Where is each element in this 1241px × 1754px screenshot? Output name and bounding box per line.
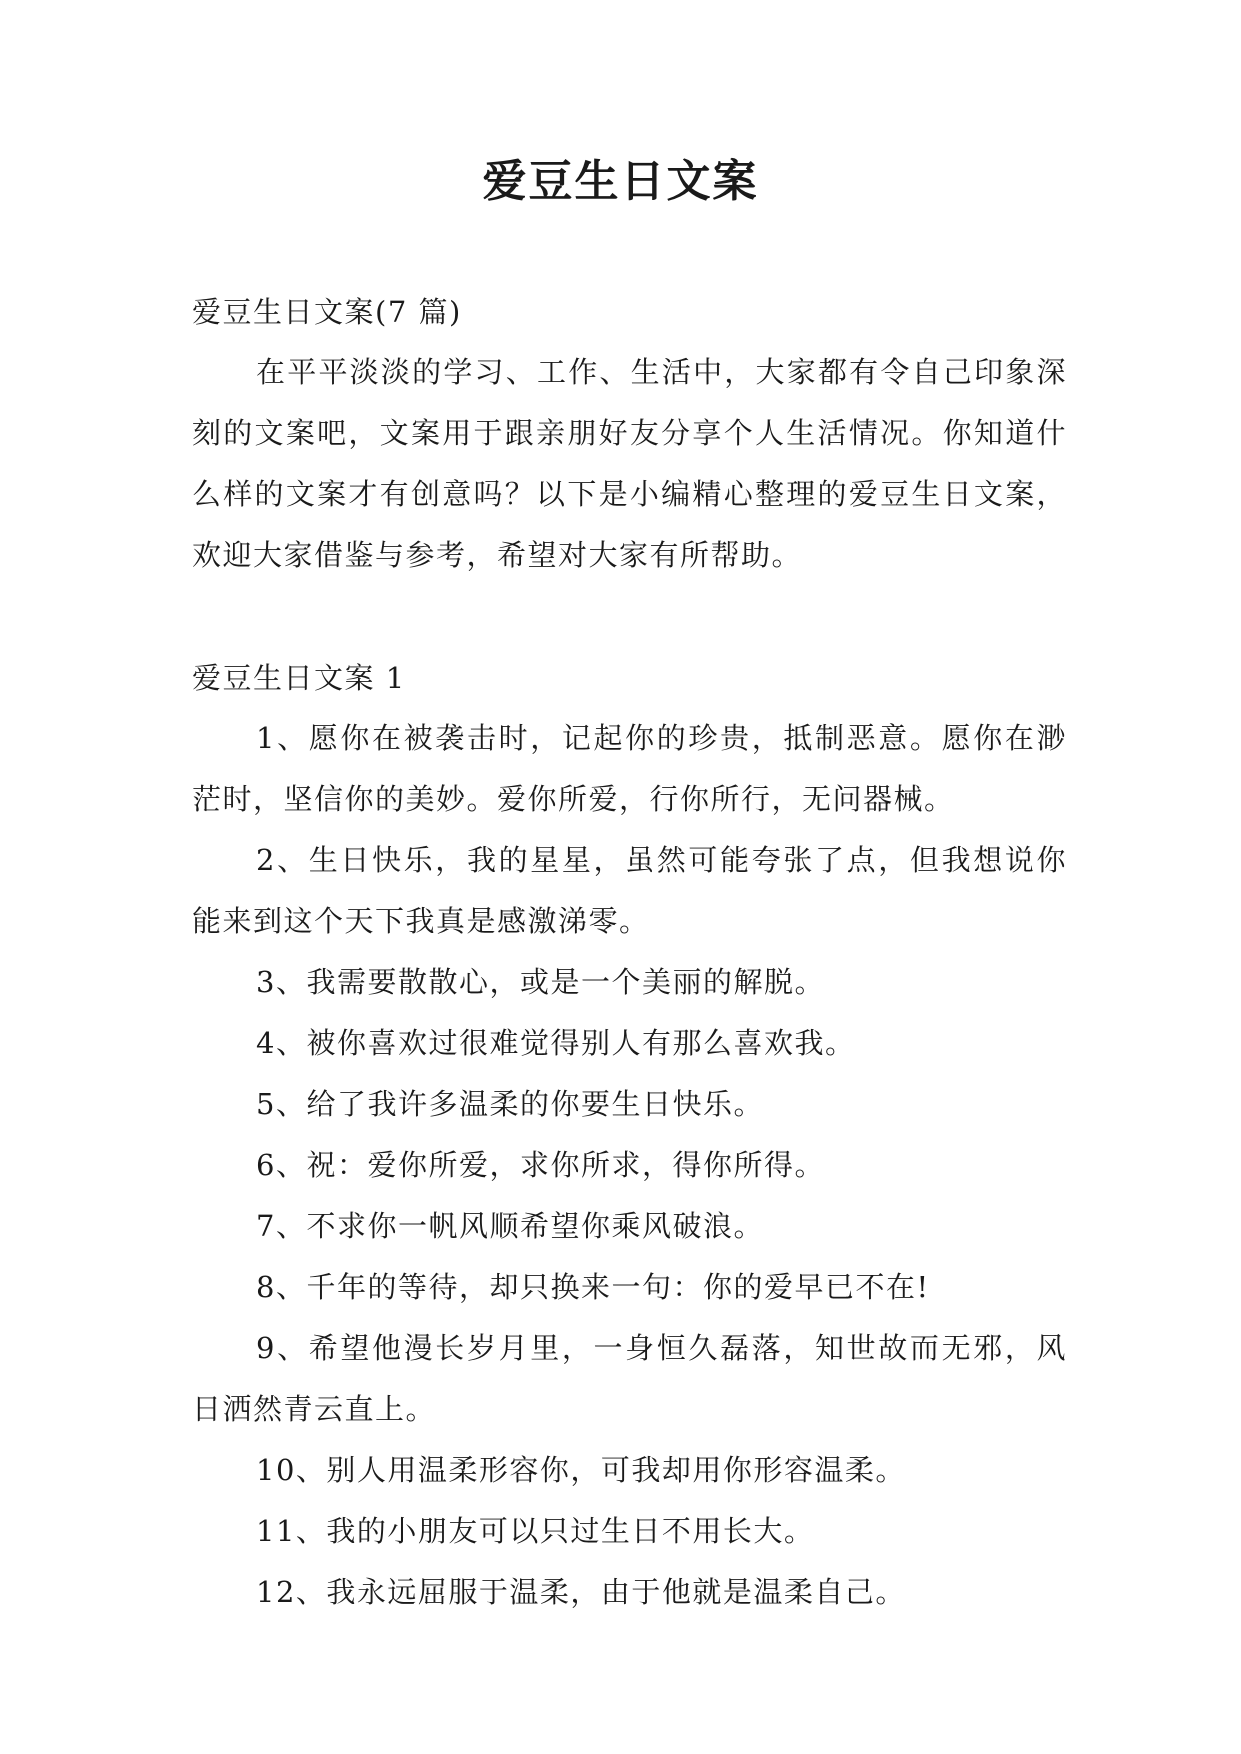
list-item: 10、别人用温柔形容你，可我却用你形容温柔。 xyxy=(256,1453,906,1487)
section-heading: 爱豆生日文案 1 xyxy=(192,661,406,695)
list-item: 4、被你喜欢过很难觉得别人有那么喜欢我。 xyxy=(256,1026,856,1060)
list-item: 9、希望他漫长岁月里，一身恒久磊落，知世故而无邪，风日洒然青云直上。 xyxy=(192,1331,1067,1426)
intro-paragraph: 在平平淡淡的学习、工作、生活中，大家都有令自己印象深刻的文案吧，文案用于跟亲朋好友分享个人生活情况。你知道什么样的文案才有创意吗？以下是小编精心整理的爱豆生日文案，欢迎大家借鉴与参考，希望对大家有所帮助。 xyxy=(192,355,1067,572)
list-item: 11、我的小朋友可以只过生日不用长大。 xyxy=(256,1514,815,1548)
section-spacer xyxy=(192,586,1067,648)
list-item: 8、千年的等待，却只换来一句：你的爱早已不在! xyxy=(256,1270,930,1304)
document-body xyxy=(192,282,1067,1623)
list-item: 2、生日快乐，我的星星，虽然可能夸张了点，但我想说你能来到这个天下我真是感激涕零。 xyxy=(192,843,1067,938)
list-item: 12、我永远屈服于温柔，由于他就是温柔自己。 xyxy=(256,1575,906,1609)
list-item: 3、我需要散散心，或是一个美丽的解脱。 xyxy=(256,965,825,999)
document-subtitle: 爱豆生日文案(7 篇) xyxy=(192,295,462,329)
document-title: 爱豆生日文案 xyxy=(482,156,759,207)
list-item: 5、给了我许多温柔的你要生日快乐。 xyxy=(256,1087,764,1121)
list-item: 1、愿你在被袭击时，记起你的珍贵，抵制恶意。愿你在渺茫时，坚信你的美妙。爱你所爱，行你所行，无问器械。 xyxy=(192,721,1067,816)
list-item: 6、祝：爱你所爱，求你所求，得你所得。 xyxy=(256,1148,825,1182)
list-item: 7、不求你一帆风顺希望你乘风破浪。 xyxy=(256,1209,764,1243)
